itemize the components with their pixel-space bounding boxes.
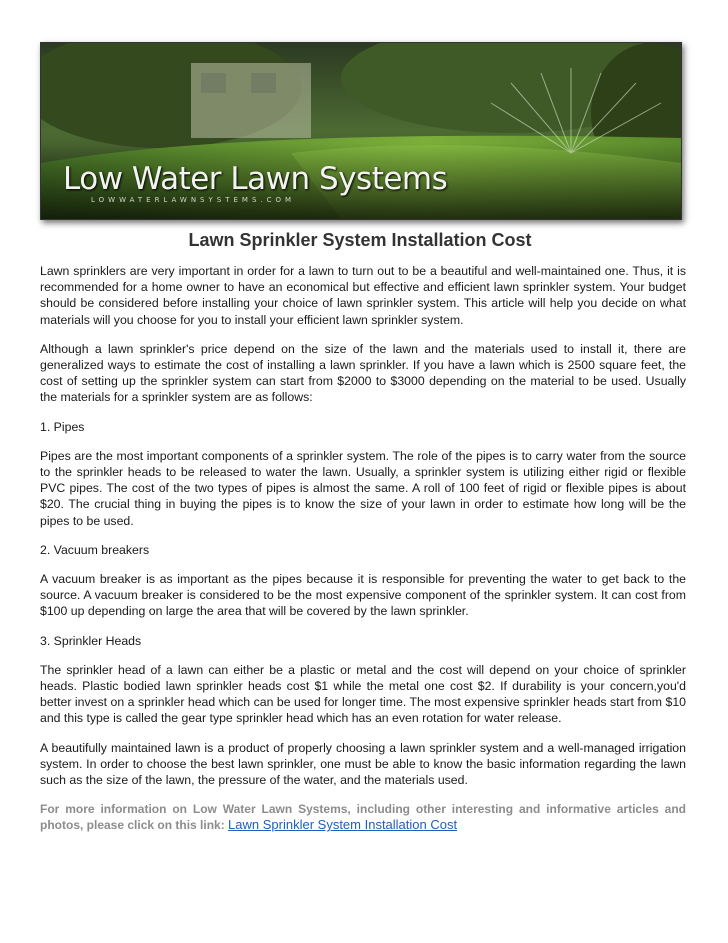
paragraph-cost: Although a lawn sprinkler's price depend on the size of the lawn and the materials used to install it, there are generalized ways to estimate the cost of installing a lawn sprinkler. If you have a lawn which is 2500 square feet, the cost of setting up the sprinkler system can start from $2000 to $3000 depending on the material to be used. Usually the materials for a sprinkler system are as follows: <box>40 341 686 405</box>
paragraph-vacuum-breakers: A vacuum breaker is as important as the pipes because it is responsible for preventing the water to get back to the source. A vacuum breaker is considered to be the most expensive component of the sprinkler system. It can cost from $100 up depending on large the area that will be covered by the lawn sprinkler. <box>40 572 686 619</box>
article-title: Lawn Sprinkler System Installation Cost <box>188 230 532 250</box>
paragraph-intro: Lawn sprinklers are very important in order for a lawn to turn out to be a beautiful and well-maintained one. Thus, it is recommended for a home owner to have an economical but effective and efficient lawn sprinkler system. Your budget should be considered before installing your choice of lawn sprinkler system. This article will help you decide on what materials will you choose for you to install your efficient lawn sprinkler system. <box>40 264 686 327</box>
footer-note <box>40 801 686 833</box>
article-body <box>40 263 686 847</box>
header-banner <box>40 42 682 220</box>
heading-vacuum-breakers: 2. Vacuum breakers <box>40 542 150 557</box>
logo-title: Low Water Lawn Systems <box>63 161 448 197</box>
logo-url: LOWWATERLAWNSYSTEMS.COM <box>91 196 296 204</box>
heading-pipes: 1. Pipes <box>40 419 85 434</box>
article-link[interactable]: Lawn Sprinkler System Installation Cost <box>228 817 458 833</box>
heading-sprinkler-heads: 3. Sprinkler Heads <box>40 633 142 648</box>
paragraph-sprinkler-heads: The sprinkler head of a lawn can either be a plastic or metal and the cost will depend on your choice of sprinkler heads. Plastic bodied lawn sprinkler heads cost $1 while the metal one cost $2. If durability is your concern,you'd better invest on a sprinkler head which can be used for longer time. The most expensive sprinkler heads start from $10 and this type is called the gear type sprinkler head which has an even rotation for water release. <box>40 662 686 726</box>
paragraph-conclusion: A beautifully maintained lawn is a product of properly choosing a lawn sprinkler system and a well-managed irrigation system. In order to choose the best lawn sprinkler, one must be able to know the basic information regarding the lawn such as the size of the lawn, the pressure of the water, and the materials used. <box>40 740 686 788</box>
footer-text: For more information on Low Water Lawn Systems, including other interesting and informative articles and photos, please click on this link: <box>40 802 686 833</box>
paragraph-pipes: Pipes are the most important components of a sprinkler system. The role of the pipes is to carry water from the source to the sprinkler heads to be released to water the lawn. Usually, a sprinkler system is utilizing either rigid or flexible PVC pipes. The cost of the two types of pipes is almost the same. A roll of 100 feet of rigid or flexible pipes is about $20. The crucial thing in buying the pipes is to know the size of your lawn in order to estimate how long will be the pipes to be used. <box>40 448 686 528</box>
